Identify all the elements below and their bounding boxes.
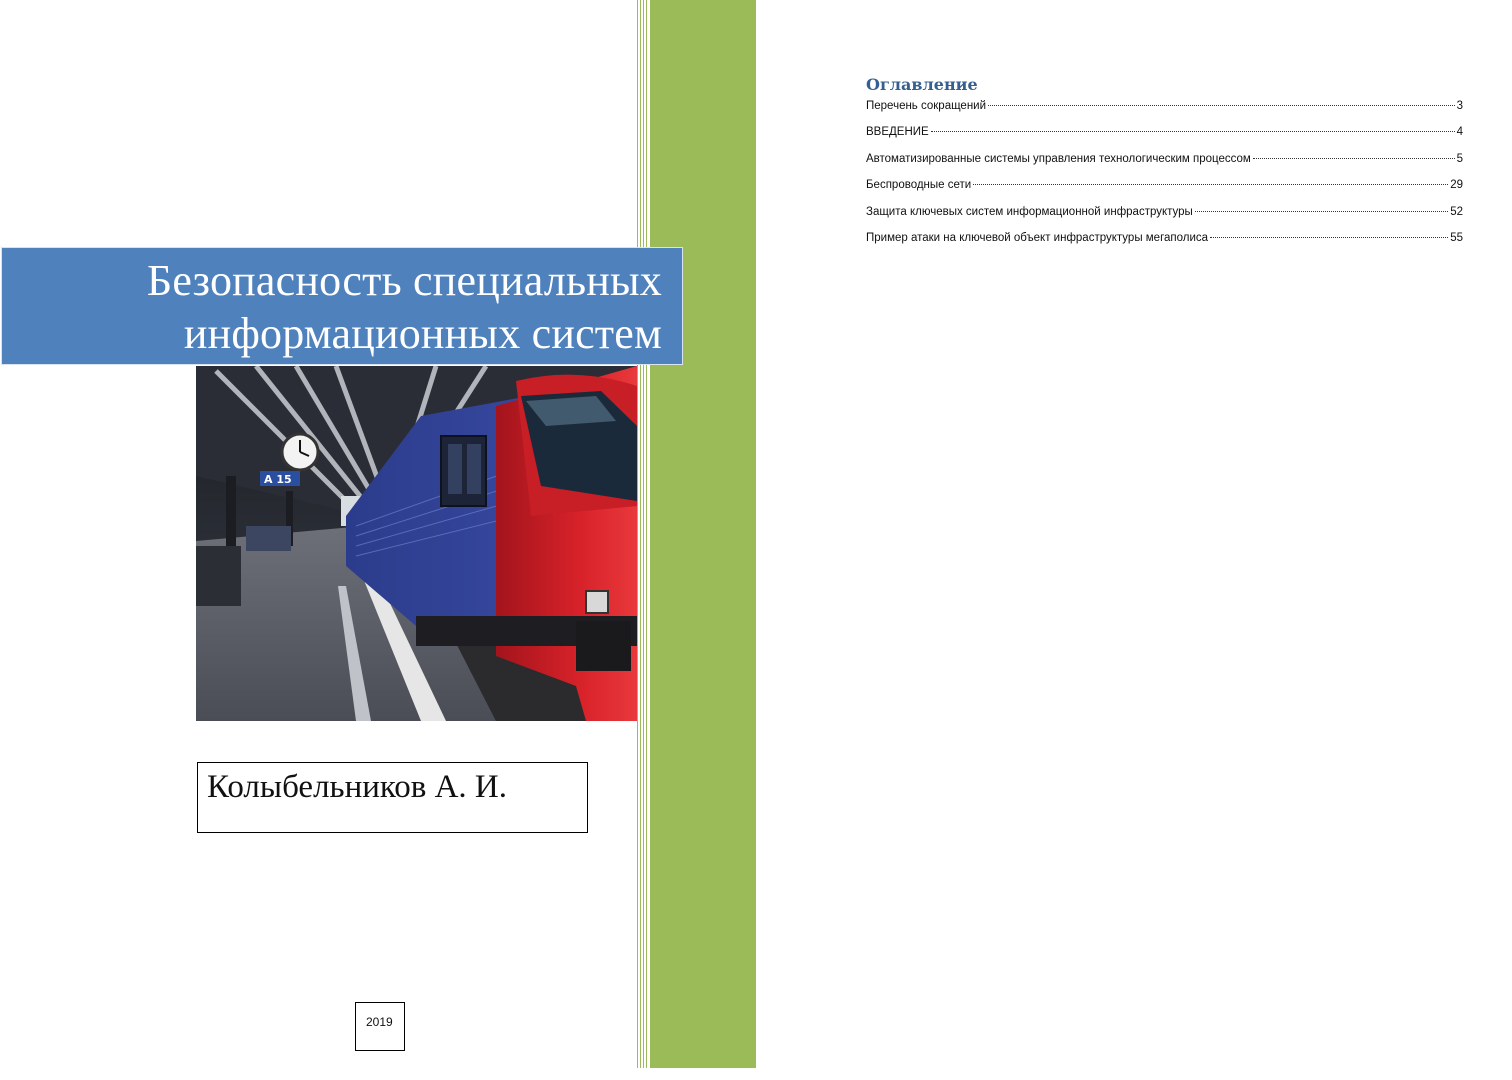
author-box — [197, 762, 588, 833]
cover-title: Безопасность специальных информационных систем — [146, 256, 662, 358]
toc-dot-leader — [988, 105, 1455, 106]
toc-entry-page: 29 — [1450, 179, 1463, 192]
table-of-contents-page — [756, 0, 1512, 1080]
year-box — [355, 1002, 405, 1051]
toc-dot-leader — [1210, 237, 1448, 238]
decorative-stripes — [637, 0, 649, 1068]
toc-entry[interactable] — [866, 206, 1463, 232]
toc-entry-title: Пример атаки на ключевой объект инфраструктуры мегаполиса — [866, 231, 1209, 244]
toc-dot-leader — [1195, 211, 1448, 212]
toc-list — [866, 100, 1463, 258]
toc-entry[interactable] — [866, 232, 1463, 258]
toc-entry[interactable] — [866, 153, 1463, 179]
toc-entry-page: 5 — [1456, 152, 1463, 165]
toc-dot-leader — [1253, 158, 1455, 159]
green-accent-bar — [650, 0, 756, 1068]
toc-entry-title: Беспроводные сети — [866, 179, 972, 192]
toc-entry[interactable] — [866, 126, 1463, 152]
toc-entry-title: Защита ключевых систем информационной инфраструктуры — [866, 205, 1193, 218]
toc-entry[interactable] — [866, 100, 1463, 126]
toc-entry-page: 4 — [1456, 126, 1463, 139]
toc-heading: Оглавление — [866, 75, 978, 94]
toc-entry[interactable] — [866, 179, 1463, 205]
toc-entry-title: Автоматизированные системы управления технологическим процессом — [866, 152, 1251, 165]
cover-photo — [196, 366, 637, 721]
toc-entry-page: 55 — [1450, 231, 1463, 244]
publication-year: 2019 — [366, 1015, 393, 1029]
toc-entry-title: Перечень сокращений — [866, 100, 987, 112]
toc-entry-page: 3 — [1456, 100, 1463, 112]
title-banner — [1, 247, 683, 365]
platform-sign: A 15 — [264, 473, 292, 486]
toc-entry-page: 52 — [1450, 205, 1463, 218]
toc-entry-title: ВВЕДЕНИЕ — [866, 126, 929, 139]
toc-dot-leader — [931, 131, 1455, 132]
toc-dot-leader — [973, 184, 1448, 185]
author-name: Колыбельников А. И. — [207, 769, 508, 805]
